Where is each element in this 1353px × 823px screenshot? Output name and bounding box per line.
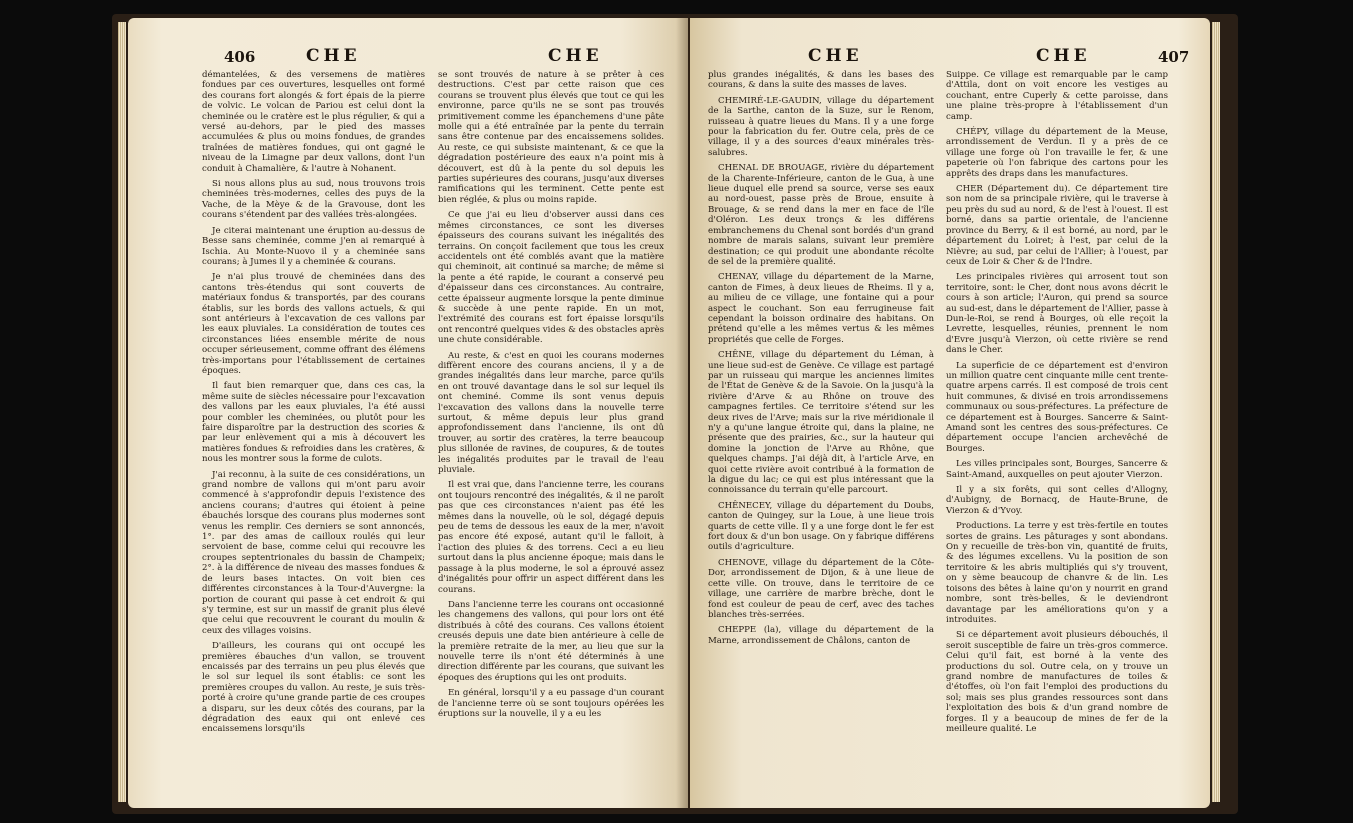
- running-header: CHE: [306, 46, 361, 66]
- paragraph: CHEMIRÉ-LE-GAUDIN, village du département de la Sarthe, canton de la Suze, sur le Renom, ruisseau à quatre lieues du Mans. Il y a une forge pour la fabrication du fer. Outre cela, près de ce village, il y a des sources d'eaux minérales très-salubres.: [708, 95, 934, 158]
- left-page: [128, 18, 688, 808]
- text-column-1: [202, 70, 425, 740]
- left-page-edges: [118, 22, 126, 802]
- paragraph: Suippe. Ce village est remarquable par le camp d'Attila, dont on voit encore les vestiges au couchant, entre Cuperly & cette paroisse, dans une plaine très-propre à l'établissement d'un camp.: [946, 70, 1168, 122]
- paragraph: Dans l'ancienne terre les courans ont occasionné les changemens des vallons, qui pour lors ont été distribués à côté des courans. Ces vallons étoient creusés depuis une date bien antérieure à celle de la première retraite de la mer, au lieu que sur la nouvelle terre ils n'ont été déterminés à une direction différente par les courans, que suivant les époques des éruptions qui les ont produits.: [438, 599, 664, 683]
- paragraph: Ce que j'ai eu lieu d'observer aussi dans ces mêmes circonstances, ce sont les diverses épaisseurs des courans suivant les inégalités des terrains. On conçoit facilement que tous les creux accidentels ont été comblés avant que la matière qui cheminoit, ait continué sa marche; de même si la pente a été rapide, le courant a conservé peu d'épaisseur dans ces circonstances. Au contraire, cette épaisseur augmente lorsque la pente diminue & succède à une pente rapide. En un mot, l'extrémité des courans est fort épaisse lorsqu'ils ont rencontré quelques vides & des obstacles après une chute considérable.: [438, 210, 664, 346]
- paragraph: Si nous allons plus au sud, nous trouvons trois cheminées très-modernes, celles des puys de la Vache, de la Mèye & de la Gravouse, dont les courans s'étendent par des vallées très-alongées.: [202, 179, 425, 221]
- paragraph: La superficie de ce département est d'environ un million quatre cent cinquante mille cent trente-quatre arpens carrés. Il est composé de trois cent huit communes, & divisé en trois arrondissemens communaux ou sous-préfectures. La préfecture de ce département est à Bourges. Sancerre & Saint-Amand sont les centres des sous-préfectures. Ce département occupe l'ancien archevêché de Bourges.: [946, 360, 1168, 454]
- paragraph: En général, lorsqu'il y a eu passage d'un courant de l'ancienne terre où se sont toujours opérées les éruptions sur la nouvelle, il y a eu les: [438, 688, 664, 719]
- paragraph: CHENAY, village du département de la Marne, canton de Fimes, à deux lieues de Rheims. Il y a, au milieu de ce village, une fontaine qui a pour aspect le couchant. Son eau ferrugineuse fait cependant la boisson ordinaire des habitans. On prétend qu'elle a les mêmes vertus & les mêmes propriétés que celle de Forges.: [708, 272, 934, 345]
- page-number: 407: [1158, 48, 1190, 66]
- page-number: 406: [224, 48, 256, 66]
- paragraph: Je citerai maintenant une éruption au-dessus de Besse sans cheminée, comme j'en ai remarqué à Ischia. Au Monte-Nuovo il y a cheminée sans courans; à Jumes il y a cheminée & courans.: [202, 225, 425, 267]
- text-column-1: [708, 70, 934, 651]
- paragraph: Si ce département avoit plusieurs débouchés, il seroit susceptible de faire un très-gros commerce. Celui qu'il fait, est borné à la vente des productions du sol. Outre cela, on y trouve un grand nombre de manufactures de toiles & d'étoffes, où l'on fait l'emploi des productions du sol; mais ses plus grandes ressources sont dans l'exploitation des bois & d'un grand nombre de forges. Il y a beaucoup de mines de fer de la meilleure qualité. Le: [946, 630, 1168, 734]
- paragraph: CHENAL DE BROUAGE, rivière du département de la Charente-Inférieure, canton de le Gua, à une lieue duquel elle prend sa source, verse ses eaux au nord-ouest, passe près de Broue, ensuite à Brouage, & se rend dans la mer en face de l'île d'Oléron. Les deux tronçs & les différens embranchemens du Chenal sont bordés d'un grand nombre de marais salans, suivant leur première destination; ce qui produit une abondante récolte de sel de la première qualité.: [708, 163, 934, 267]
- paragraph: se sont trouvés de nature à se prêter à ces destructions. C'est par cette raison que ces courans se trouvent plus élevés que tout ce qui les environne, parce qu'ils ne se sont pas trouvés primitivement comme les épanchemens d'une pâte molle qui a été entraînée par la pente du terrain sans être contenue par des encaissemens solides. Au reste, ce qui subsiste maintenant, & ce que la dégradation postérieure des eaux n'a point mis à découvert, est dû à la pente du sol depuis les parties supérieures des courans, jusqu'aux diverses ramifications qui les terminent. Cette pente est bien réglée, & plus ou moins rapide.: [438, 70, 664, 205]
- paragraph: CHÊNECEY, village du département du Doubs, canton de Quingey, sur la Loue, à une lieue trois quarts de cette ville. Il y a une forge dont le fer est fort doux & d'un bon usage. On y fabrique différens outils d'agriculture.: [708, 500, 934, 553]
- paragraph: CHENOVE, village du département de la Côte-Dor, arrondissement de Dijon, & à une lieue de cette ville. On trouve, dans le territoire de ce village, une carrière de marbre brèche, dont le fond est couleur de peau de cerf, avec des taches blanches très-serrées.: [708, 557, 934, 620]
- paragraph: J'ai reconnu, à la suite de ces considérations, un grand nombre de vallons qui m'ont paru avoir commencé à s'approfondir depuis l'existence des anciens courans; d'autres qui étoient à peine ébauchés lorsque des courans plus modernes sont venus les remplir. Ces derniers se sont annoncés, 1°. par des amas de cailloux roulés qui leur servoient de base, comme celui qui recouvre les croupes septentrionales du bassin de Champeix; 2°. à la différence de niveau des masses fondues & de leurs bases intactes. On voit bien ces différentes circonstances à la Tour-d'Auvergne: la portion de courant qui passe à cet endroit & qui s'y termine, est sur un massif de granit plus élevé que celui que recouvrent le courant du moulin & ceux des villages voisins.: [202, 469, 425, 636]
- paragraph: démantelées, & des versemens de matières fondues par ces ouvertures, lesquelles ont formé des courans fort alongés & fort épais de la pierre de volvic. Le volcan de Pariou est celui dont la cheminée ou le cratère est le plus régulier, & qui a versé au-dehors, par le pied des masses accumulées & plus ou moins fondues, de grandes traînées de matières fondues, qui ont gagné le niveau de la Limagne par deux vallons, dont l'un conduit à Chamalière, & l'autre à Nohanent.: [202, 70, 425, 174]
- paragraph: Il est vrai que, dans l'ancienne terre, les courans ont toujours rencontré des inégalités, & il ne paroît pas que ces circonstances n'aient pas été les mêmes dans la nouvelle, où le sol, dégagé depuis peu de tems de dessous les eaux de la mer, n'avoit pas encore été exposé, autant qu'il le falloit, à l'action des pluies & des torrens. Ceci a eu lieu surtout dans la plus ancienne époque; mais dans le passage à la plus moderne, le sol a éprouvé assez d'inégalités pour offrir un aspect différent dans les courans.: [438, 480, 664, 595]
- paragraph: Il y a six forêts, qui sont celles d'Allogny, d'Aubigny, de Bornacq, de Haute-Brune, de Vierzon & d'Yvoy.: [946, 485, 1168, 516]
- paragraph: Les principales rivières qui arrosent tout son territoire, sont: le Cher, dont nous avons décrit le cours à son article; l'Auron, qui prend sa source au sud-est, dans le département de l'Allier, passe à Dun-le-Roi, se rend à Bourges, où elle reçoit la Levrette, lesquelles, réunies, prennent le nom d'Evre jusqu'à Vierzon, où cette rivière se rend dans le Cher.: [946, 272, 1168, 356]
- paragraph: Je n'ai plus trouvé de cheminées dans des cantons très-étendus qui sont couverts de matériaux fondus & transportés, par des courans établis, sur les bords des vallons actuels, & qui sont antérieurs à l'excavation de ces vallons par les eaux pluviales. La considération de toutes ces circonstances liées ensemble mérite de nous occuper sérieusement, comme offrant des élémens très-importans pour l'établissement de certaines époques.: [202, 272, 425, 376]
- text-column-2: [438, 70, 664, 724]
- text-column-2: [946, 70, 1168, 739]
- running-header: CHE: [548, 46, 603, 66]
- running-header: CHE: [1036, 46, 1091, 66]
- right-page: [690, 18, 1210, 808]
- paragraph: CHÉPY, village du département de la Meuse, arrondissement de Verdun. Il y a près de ce village une forge où l'on travaille le fer, & une papeterie où l'on fabrique des cartons pour les apprêts des draps dans les manufactures.: [946, 127, 1168, 179]
- right-page-edges: [1212, 22, 1220, 802]
- running-header: CHE: [808, 46, 863, 66]
- paragraph: CHEPPE (la), village du département de la Marne, arrondissement de Châlons, canton de: [708, 625, 934, 646]
- paragraph: CHÊNE, village du département du Léman, à une lieue sud-est de Genève. Ce village est partagé par un ruisseau qui marque les anciennes limites de l'État de Genève & de la Savoie. On la jusqu'à la rivière d'Arve & au Rhône on trouve des campagnes fertiles. Ce territoire s'étend sur les deux rives de l'Arve; mais sur la rive méridionale il n'y a qu'une langue étroite qui, dans la plaine, ne présente que des prairies, &c., sur la hauteur qui domine la jonction de l'Arve au Rhône, que quelques champs. J'ai déjà dit, à l'article Arve, en quoi cette rivière avoit contribué à la formation de la digue du lac; ce qui est plus intéressant que la connoissance du terrain qu'elle parcourt.: [708, 350, 934, 496]
- paragraph: plus grandes inégalités, & dans les bases des courans, & dans la suite des masses de laves.: [708, 70, 934, 91]
- paragraph: D'ailleurs, les courans qui ont occupé les premières ébauches d'un vallon, se trouvent encaissés par des terrains un peu plus élevés que le sol sur lequel ils sont établis: ce sont les premières croupes du vallon. Au reste, je suis très-porté à croire qu'une grande partie de ces croupes a disparu, sur les deux côtés des courans, par la dégradation des eaux qui ont enlevé ces encaissemens lorsqu'ils: [202, 641, 425, 735]
- paragraph: Productions. La terre y est très-fertile en toutes sortes de grains. Les pâturages y sont abondans. On y recueille de très-bon vin, quantité de fruits, & des légumes excellens. Vu la position de son territoire & les abris multipliés qui s'y trouvent, on y sème beaucoup de chanvre & de lin. Les toisons des bêtes à laine qu'on y nourrit en grand nombre, sont très-belles, & le deviendront davantage par les améliorations qu'on y a introduites.: [946, 521, 1168, 625]
- paragraph: Les villes principales sont, Bourges, Sancerre & Saint-Amand, auxquelles on peut ajouter Vierzon.: [946, 459, 1168, 480]
- paragraph: Il faut bien remarquer que, dans ces cas, la même suite de siècles nécessaire pour l'excavation des vallons par les eaux pluviales, l'a été aussi pour combler les cheminées, ou plutôt pour les faire disparoître par la destruction des scories & par leur enlèvement qui a mis à découvert les matières fondues & refroidies dans les cratères, & nous les montrer sous la forme de culots.: [202, 381, 425, 465]
- paragraph: Au reste, & c'est en quoi les courans modernes diffèrent encore des courans anciens, il y a de grandes inégalités dans leur marche, parce qu'ils en ont trouvé davantage dans le sol sur lequel ils ont cheminé. Comme ils sont venus depuis l'excavation des vallons dans la nouvelle terre surtout, & même depuis leur plus grand approfondissement dans l'ancienne, ils ont dû trouver, au sortir des cratères, la terre beaucoup plus sillonée de ravines, de coupures, & de toutes les inégalités produites par le travail de l'eau pluviale.: [438, 350, 664, 476]
- paragraph: CHER (Département du). Ce département tire son nom de sa principale rivière, qui le traverse à peu près du sud au nord, & de l'est à l'ouest. Il est borné, dans sa partie orientale, de l'ancienne province du Berry, & il est borné, au nord, par le département du Loiret; à l'est, par celui de la Nièvre; au sud, par celui de l'Allier; à l'ouest, par ceux de Loir & Cher & de l'Indre.: [946, 184, 1168, 267]
